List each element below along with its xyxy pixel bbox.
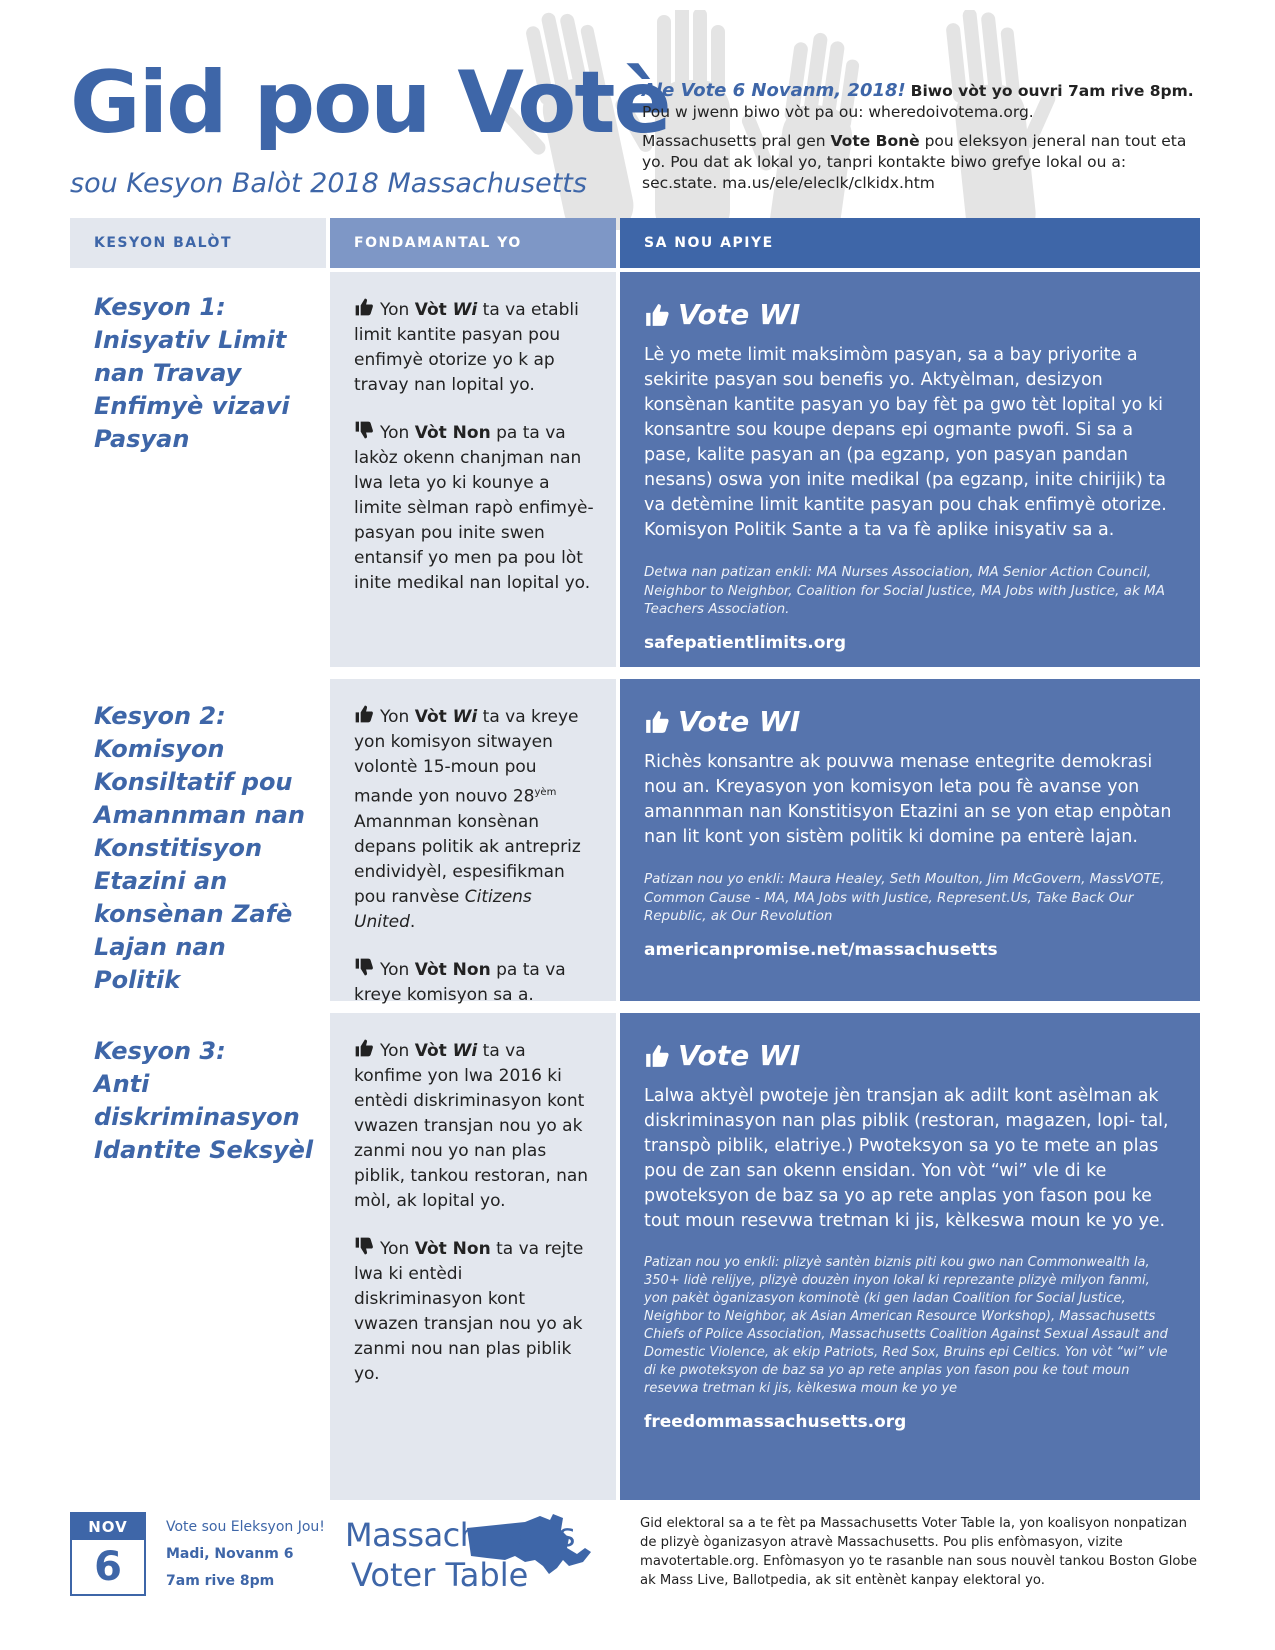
thumbs-down-icon — [354, 420, 374, 440]
page-subtitle: sou Kesyon Balòt 2018 Massachusetts — [70, 168, 587, 199]
election-day-info — [166, 1514, 325, 1595]
thumbs-up-icon — [644, 302, 670, 328]
thumbs-up-icon — [354, 297, 374, 317]
question-2-basics — [330, 679, 616, 1005]
calendar-month: NOV — [72, 1514, 144, 1540]
question-2-link[interactable]: americanpromise.net/massachusetts — [644, 939, 998, 960]
question-2-no-explanation: Yon Vòt Non pa ta va kreye komisyon sa a. — [354, 957, 594, 1008]
column-header-basics: FONDAMANTAL YO — [330, 218, 616, 268]
thumbs-up-icon — [354, 1038, 374, 1058]
question-1-supporters: Detwa nan patizan enkli: MA Nurses Association, MA Senior Action Council, Neighbor to Neighbor, Coalition for Social Justice, MA Jobs with Justice, ak MA Teachers Association. — [644, 564, 1165, 617]
election-day-callout: Vote sou Eleksyon Jou! — [166, 1519, 325, 1535]
poll-hours: Biwo vòt yo ouvri 7am rive 8pm. — [910, 82, 1194, 100]
question-2-supporters: Patizan nou yo enkli: Maura Healey, Seth Moulton, Jim McGovern, MassVOTE, Common Cause - MA, MA Jobs with Justice, Represent.Us, Take Back Our Republic, ak Our Revolution — [644, 871, 1165, 924]
voter-table-logo — [345, 1508, 605, 1594]
calendar-day: 6 — [94, 1544, 122, 1590]
question-3-link[interactable]: freedommassachusetts.org — [644, 1412, 907, 1432]
thumbs-up-icon — [354, 704, 374, 724]
question-1-endorsement — [620, 272, 1200, 667]
page-title: Gid pou Votè — [70, 53, 670, 153]
question-3-vote-recommendation: Vote WI — [644, 1039, 1172, 1072]
footer-note: Gid elektoral sa a te fèt pa Massachusetts Voter Table la, yon koalisyon nonpatizan de plizyè òganizasyon atravè Massachusetts. Pou plis enfòmasyon, vizite mavotertable.org. Enfòmasyon yo te rasanble nan sous nouvèl tankou Boston Globe ak Mass Live, Ballotpedia, ak sit entènèt kanpay elektoral yo. — [640, 1516, 1197, 1588]
question-1-title: Kesyon 1: Inisyativ Limit nan Travay Enfimyè vizavi Pasyan — [94, 293, 290, 453]
question-3-yes-explanation: Yon Vòt Wi ta va konfime yon lwa 2016 ki entèdi diskriminasyon kont vwazen transjan nou yo ak zanmi nou yo nan plas piblik, tankou restoran, nan mòl, ak lopital yo. — [354, 1038, 594, 1214]
election-date: Ale Vote 6 Novanm, 2018! — [642, 80, 906, 101]
question-3-supporters: Patizan nou yo enkli: plizyè santèn biznis piti kou gwo nan Commonwealth la, 350+ lidè relijye, plizyè douzèn inyon lokal ki reprezante plizyè milyon fanmi, yon pakèt òganizasyon kominotè (ki gen ladan Coalition for Social Justice, Neighbor to Neighbor, ak Asian American Resource Workshop), Massachusetts Chiefs of Police Association, Massachusetts Coalition Against Sexual Assault and Domestic Violence, ak ekip Patriots, Red Sox, Bruins epi Celtics. Yon vòt “wi” vle di ke pwoteksyon de baz sa yo ap rete anplas yon fason pou ke tout moun resevwa tretman ki jis, kèlkeswa moun ke yo ye — [644, 1255, 1168, 1396]
thumbs-down-icon — [354, 957, 374, 977]
logo-text-line-1: Massachusetts — [345, 1516, 575, 1554]
question-1-rationale: Lè yo mete limit maksimòm pasyan, sa a bay priyorite a sekirite pasyan sou benefis yo. Aktyèlman, desizyon konsènan kantite pasyan yo bay fèt pa gwo tèt lopital yo ki konsantre sou koupe depans epi ogmante pwofi. Si sa a pase, kalite pasyan an (pa egzanp, yon pasyan pandan nesans) oswa yon inite medikal (pa egzanp, inite chirijik) ta va detèmine limit kantite pasyan pou chak enfimyè otorize. Komisyon Politik Sante a ta va fè aplike inisyativ sa a. — [644, 345, 1167, 540]
question-3-basics — [330, 1013, 616, 1500]
question-1-no-explanation: Yon Vòt Non pa ta va lakòz okenn chanjman nan lwa leta yo ki kounye a limite sèlman rapò enfimyè-pasyan pou inite swen entansif yo men pa pou lòt inite medikal nan lopital yo. — [354, 420, 594, 596]
find-polls: Pou w jwenn biwo vòt pa ou: wheredoivotema.org. — [642, 103, 1034, 121]
logo-text-line-2: Voter Table — [351, 1556, 529, 1594]
question-3-no-explanation: Yon Vòt Non ta va rejte lwa ki entèdi diskriminasyon kont vwazen transjan nou yo ak zanmi nou nan plas piblik yo. — [354, 1236, 594, 1387]
thumbs-up-icon — [644, 709, 670, 735]
election-day-date: Madi, Novanm 6 — [166, 1546, 294, 1562]
column-header-endorsement: SA NOU APIYE — [620, 218, 1200, 268]
question-3-rationale: Lalwa aktyèl pwoteje jèn transjan ak adilt kont asèlman ak diskriminasyon nan plas piblik (restoran, magazen, lopi- tal, transpò piblik, elatriye.) Pwoteksyon sa yo te mete an plas pou de zan san okenn ensidan. Yon vòt “wi” vle di ke pwoteksyon de baz sa yo ap rete anplas yon fason pou ke tout moun resevwa tretman ki jis, kèlkeswa moun ke yo ye. — [644, 1086, 1169, 1231]
question-1-basics — [330, 272, 616, 667]
thumbs-up-icon — [644, 1043, 670, 1069]
question-2-rationale: Richès konsantre ak pouvwa menase entegrite demokrasi nou an. Kreyasyon yon komisyon leta pou fè avanse yon amannman nan Konstitisyon Etazini an se yon etap enpòtan nan lit kont yon sistèm politik ki domine pa enterè lajan. — [644, 752, 1172, 847]
question-2-endorsement — [620, 679, 1200, 1001]
question-3-title: Kesyon 3: Anti diskriminasyon Idantite Seksyèl — [94, 1037, 314, 1164]
thumbs-down-icon — [354, 1236, 374, 1256]
question-1-vote-recommendation: Vote WI — [644, 298, 1172, 331]
question-2-vote-recommendation: Vote WI — [644, 705, 1172, 738]
question-2-title: Kesyon 2: Komisyon Konsiltatif pou Amannman nan Konstitisyon Etazini an konsènan Zafè Lajan nan Politik — [94, 702, 305, 994]
question-1-link[interactable]: safepatientlimits.org — [644, 632, 846, 653]
question-1-yes-explanation: Yon Vòt Wi ta va etabli limit kantite pasyan pou enfimyè otorize yo k ap travay nan lopital yo. — [354, 297, 594, 398]
calendar-date — [70, 1512, 146, 1596]
question-2-yes-explanation: Yon Vòt Wi ta va kreye yon komisyon sitwayen volontè 15-moun pou mande yon nouvo $28^{yèm}$ Amannman konsènan depans politik ak antrepriz endividyèl, espesifikman pou ranvèse Citizens United. — [354, 704, 594, 935]
election-day-hours: 7am rive 8pm — [166, 1573, 275, 1589]
early-voting-info: Massachusetts pral gen Vote Bonè pou eleksyon jeneral nan tout eta yo. Pou dat ak lokal yo, tanpri kontakte biwo grefye lokal ou a: sec.state. ma.us/ele/eleclk/clkidx.htm — [642, 132, 1187, 192]
question-3-endorsement — [620, 1013, 1200, 1500]
election-info — [642, 80, 1202, 202]
column-header-ballot-question: KESYON BALÒT — [70, 218, 326, 268]
